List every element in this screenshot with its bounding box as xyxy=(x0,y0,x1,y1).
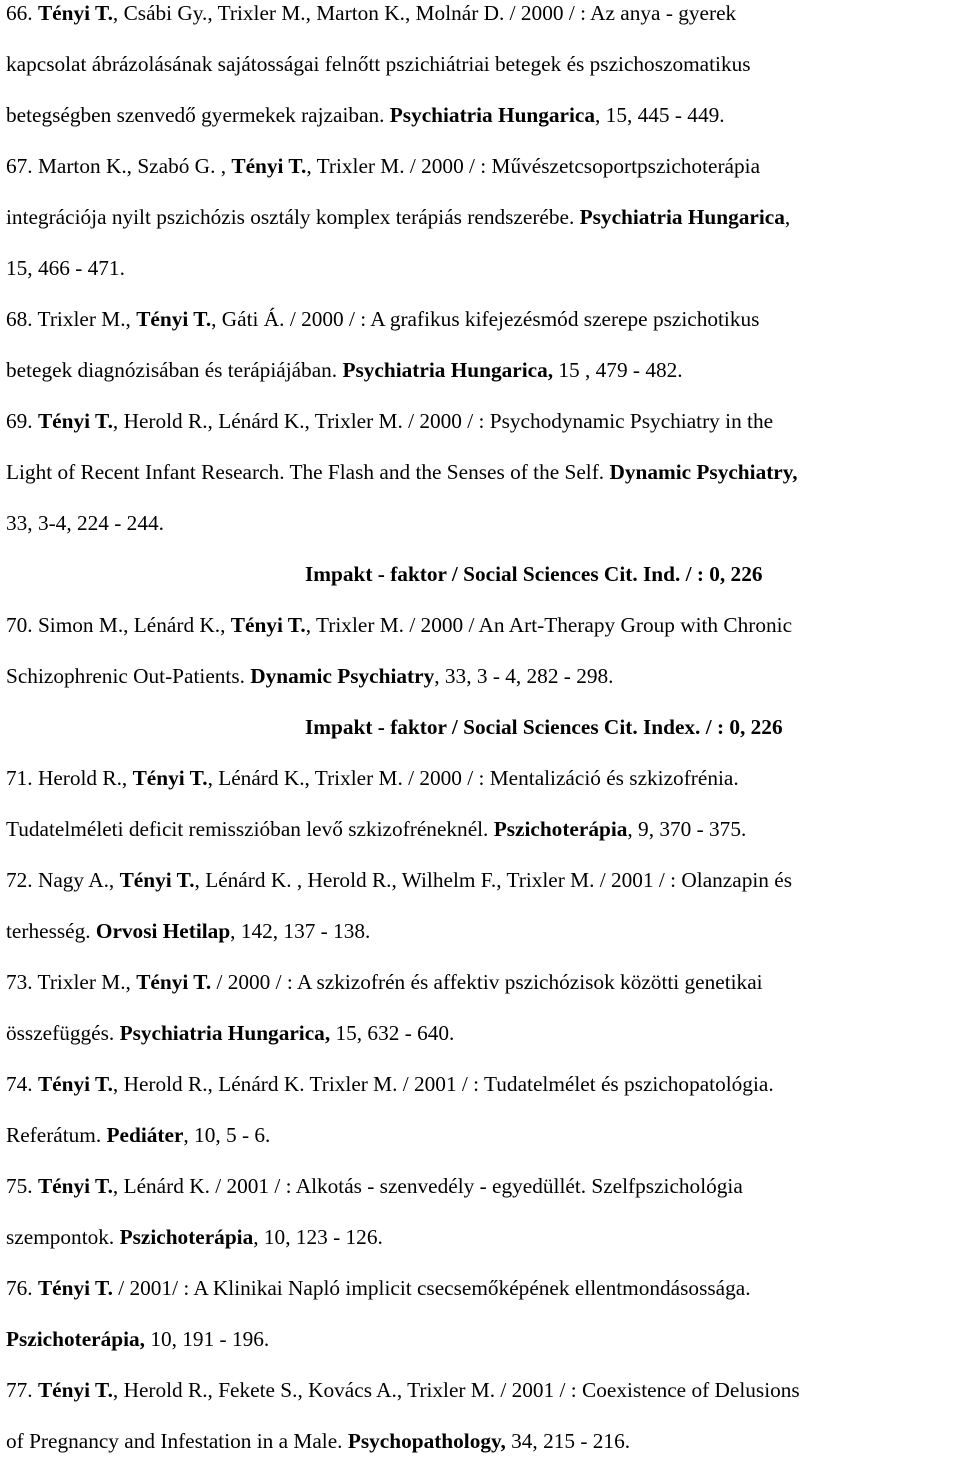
reference-text: Schizophrenic Out-Patients. xyxy=(6,664,251,688)
reference-entry xyxy=(6,1263,954,1365)
reference-text: / 2000 / : A szkizofrén és affektiv pszichózisok közötti genetikai xyxy=(211,970,763,994)
bold-text: Psychopathology, xyxy=(347,1429,506,1453)
reference-text: 75. xyxy=(6,1174,38,1198)
reference-line xyxy=(6,447,954,498)
reference-text: of Pregnancy and Infestation in a Male. xyxy=(6,1429,348,1453)
reference-line xyxy=(6,1314,954,1365)
bold-text: Psychiatria Hungarica xyxy=(579,205,785,229)
reference-entry xyxy=(6,0,954,141)
reference-line xyxy=(6,651,954,702)
reference-line xyxy=(6,804,954,855)
reference-text: betegek diagnózisában és terápiájában. xyxy=(6,358,343,382)
reference-text: 71. Herold R., xyxy=(6,766,133,790)
reference-entry xyxy=(6,855,954,957)
reference-text: , 10, 5 - 6. xyxy=(183,1123,271,1147)
reference-text: , xyxy=(784,205,791,229)
reference-entry xyxy=(6,753,954,855)
reference-text: 76. xyxy=(6,1276,38,1300)
bold-text: Tényi T. xyxy=(37,1174,113,1198)
reference-line xyxy=(6,243,954,294)
reference-entry xyxy=(6,1161,954,1263)
reference-text: betegségben szenvedő gyermekek rajzaiban. xyxy=(6,103,390,127)
reference-line xyxy=(6,1059,954,1110)
bold-text: Psychiatria Hungarica xyxy=(389,103,596,127)
reference-text: , 142, 137 - 138. xyxy=(230,919,371,943)
reference-entry xyxy=(6,396,954,600)
reference-entry xyxy=(6,957,954,1059)
bold-text: Tényi T. xyxy=(231,154,307,178)
reference-line xyxy=(6,345,954,396)
reference-text: , Herold R., Fekete S., Kovács A., Trixler M. / 2001 / : Coexistence of Delusions xyxy=(112,1378,800,1402)
reference-text: 67. Marton K., Szabó G. , xyxy=(6,154,232,178)
reference-line xyxy=(6,90,954,141)
reference-line xyxy=(6,600,954,651)
reference-text: / 2001/ : A Klinikai Napló implicit csecsemőképének ellentmondásossága. xyxy=(112,1276,751,1300)
reference-text: integrációja nyilt pszichózis osztály komplex terápiás rendszerébe. xyxy=(6,205,580,229)
bold-text: Tényi T. xyxy=(132,766,208,790)
reference-text: 15, 466 - 471. xyxy=(6,256,125,280)
reference-text: 72. Nagy A., xyxy=(6,868,120,892)
reference-text: 70. Simon M., Lénárd K., xyxy=(6,613,231,637)
reference-line xyxy=(6,957,954,1008)
bold-text: Dynamic Psychiatry, xyxy=(609,460,798,484)
reference-line xyxy=(6,498,954,549)
reference-line xyxy=(6,1110,954,1161)
reference-line xyxy=(6,1212,954,1263)
bold-text: Tényi T. xyxy=(136,970,212,994)
bold-text: Tényi T. xyxy=(37,1378,113,1402)
bold-text: Pszichoterápia, xyxy=(6,1327,145,1351)
bold-text: Tényi T. xyxy=(37,1072,113,1096)
reference-line xyxy=(6,192,954,243)
reference-entry xyxy=(6,1059,954,1161)
bold-text: Pediáter xyxy=(106,1123,184,1147)
reference-text: 15, 632 - 640. xyxy=(330,1021,455,1045)
reference-text: 34, 215 - 216. xyxy=(505,1429,631,1453)
reference-line xyxy=(6,1416,954,1467)
reference-text: 33, 3-4, 224 - 244. xyxy=(6,511,164,535)
reference-line xyxy=(6,753,954,804)
bold-text: Orvosi Hetilap xyxy=(95,919,231,943)
reference-text: kapcsolat ábrázolásának sajátosságai felnőtt pszichiátriai betegek és pszichoszomatikus xyxy=(6,52,751,76)
reference-entry xyxy=(6,141,954,294)
reference-text: , Trixler M. / 2000 / An Art-Therapy Group with Chronic xyxy=(305,613,793,637)
reference-text: 77. xyxy=(6,1378,38,1402)
reference-text: 73. Trixler M., xyxy=(6,970,137,994)
bold-text: Tényi T. xyxy=(37,409,113,433)
reference-text: összefüggés. xyxy=(6,1021,120,1045)
reference-line xyxy=(6,396,954,447)
reference-text: terhesség. xyxy=(6,919,96,943)
reference-text: , 15, 445 - 449. xyxy=(595,103,725,127)
reference-text: Tudatelméleti deficit remisszióban levő szkizofréneknél. xyxy=(6,817,494,841)
reference-text: , Csábi Gy., Trixler M., Marton K., Molnár D. / 2000 / : Az anya - gyerek xyxy=(112,1,737,25)
reference-line xyxy=(6,141,954,192)
impact-factor-note: Impakt - faktor / Social Sciences Cit. Index. / : 0, 226 xyxy=(305,715,783,739)
reference-text: , Gáti Á. / 2000 / : A grafikus kifejezésmód szerepe pszichotikus xyxy=(211,307,760,331)
bold-text: Tényi T. xyxy=(119,868,195,892)
bold-text: Dynamic Psychiatry xyxy=(250,664,435,688)
reference-text: 15 , 479 - 482. xyxy=(553,358,683,382)
reference-text: , 9, 370 - 375. xyxy=(627,817,747,841)
reference-text: , 33, 3 - 4, 282 - 298. xyxy=(434,664,614,688)
reference-text: Light of Recent Infant Research. The Flash and the Senses of the Self. xyxy=(6,460,610,484)
reference-text: Referátum. xyxy=(6,1123,107,1147)
reference-line xyxy=(6,0,954,39)
reference-line xyxy=(6,39,954,90)
reference-text: szempontok. xyxy=(6,1225,120,1249)
reference-text: 10, 191 - 196. xyxy=(145,1327,270,1351)
bold-text: Pszichoterápia xyxy=(493,817,628,841)
bold-text: Psychiatria Hungarica, xyxy=(342,358,554,382)
reference-text: , Lénárd K. / 2001 / : Alkotás - szenvedély - egyedüllét. Szelfpszichológia xyxy=(112,1174,743,1198)
reference-line xyxy=(6,855,954,906)
impact-factor-note: Impakt - faktor / Social Sciences Cit. Ind. / : 0, 226 xyxy=(305,562,763,586)
bold-text: Tényi T. xyxy=(136,307,212,331)
reference-text: , Herold R., Lénárd K., Trixler M. / 2000 / : Psychodynamic Psychiatry in the xyxy=(112,409,774,433)
reference-text: , Trixler M. / 2000 / : Művészetcsoportpszichoterápia xyxy=(306,154,761,178)
reference-text: , 10, 123 - 126. xyxy=(253,1225,383,1249)
reference-line xyxy=(6,1365,954,1416)
reference-text: , Herold R., Lénárd K. Trixler M. / 2001 / : Tudatelmélet és pszichopatológia. xyxy=(112,1072,774,1096)
reference-text: 68. Trixler M., xyxy=(6,307,137,331)
bold-text: Tényi T. xyxy=(37,1276,113,1300)
reference-text: 69. xyxy=(6,409,38,433)
reference-line xyxy=(6,1263,954,1314)
reference-entry xyxy=(6,600,954,753)
bold-text: Psychiatria Hungarica, xyxy=(119,1021,331,1045)
reference-line xyxy=(6,906,954,957)
reference-line xyxy=(6,1008,954,1059)
bold-text: Pszichoterápia xyxy=(119,1225,254,1249)
reference-text: , Lénárd K. , Herold R., Wilhelm F., Trixler M. / 2001 / : Olanzapin és xyxy=(194,868,792,892)
reference-list xyxy=(6,0,954,1467)
bold-text: Tényi T. xyxy=(230,613,306,637)
reference-entry xyxy=(6,1365,954,1467)
bold-text: Tényi T. xyxy=(37,1,113,25)
reference-text: 66. xyxy=(6,1,38,25)
reference-line xyxy=(6,1161,954,1212)
reference-text: 74. xyxy=(6,1072,38,1096)
reference-text: , Lénárd K., Trixler M. / 2000 / : Mentalizáció és szkizofrénia. xyxy=(207,766,739,790)
reference-line xyxy=(6,294,954,345)
reference-entry xyxy=(6,294,954,396)
